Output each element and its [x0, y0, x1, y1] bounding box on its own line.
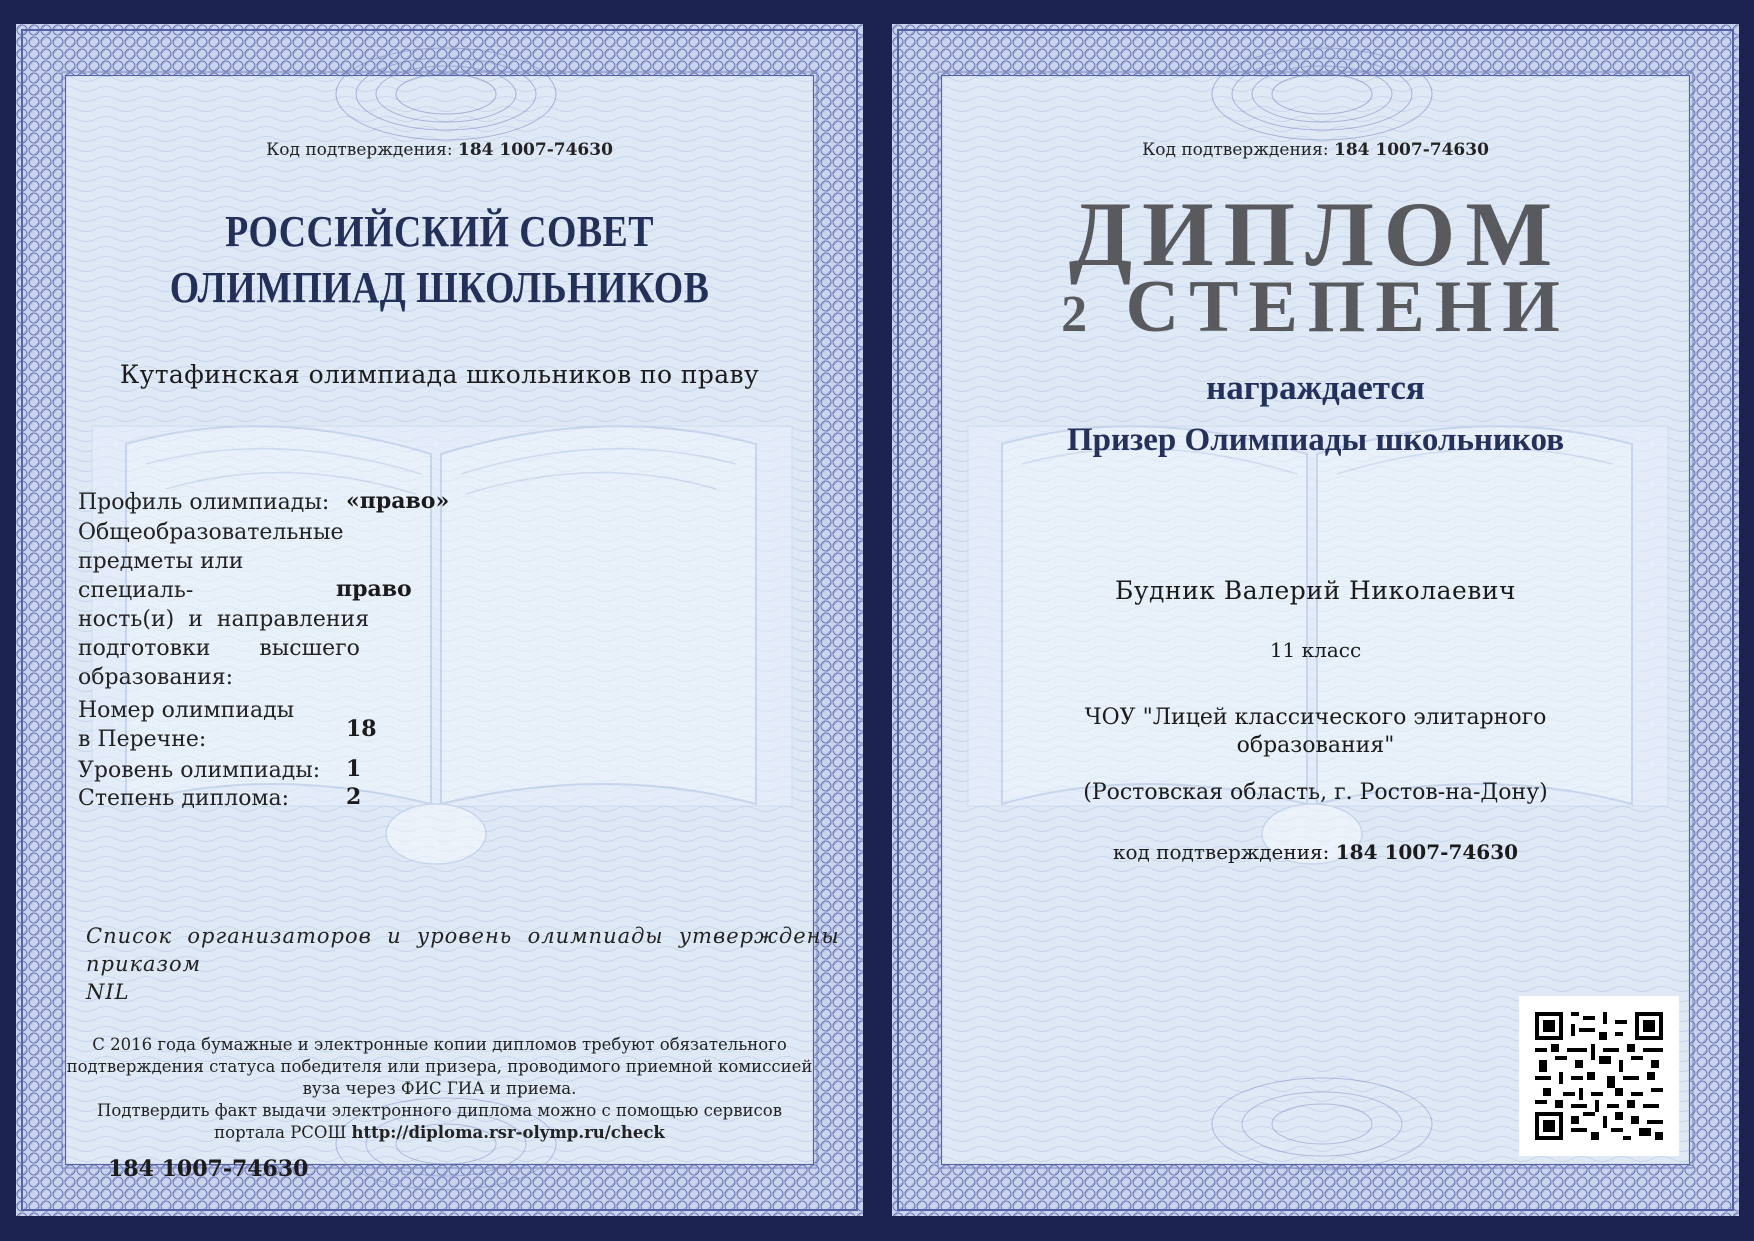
subjects-label-line: образования:: [78, 665, 234, 690]
verification-note: [46, 1034, 833, 1144]
confirmation-label: Код подтверждения:: [1142, 140, 1329, 160]
organizers-line: NIL: [86, 980, 130, 1004]
confirmation-code: 184 1007-74630: [1333, 140, 1489, 160]
subjects-label-line: предметы или специаль-: [78, 549, 244, 603]
list-number-value: 18: [346, 716, 377, 742]
subjects-value: право: [336, 576, 412, 602]
note-line: вуза через ФИС ГИА и приема.: [302, 1079, 577, 1098]
subjects-label: [78, 518, 370, 692]
note-portal-line: [46, 1122, 833, 1144]
level-value: 1: [346, 756, 362, 782]
subjects-label-line: ность(и) и направления: [78, 607, 370, 632]
note-line: подтверждения статуса победителя или призера, проводимого приемной комиссией: [66, 1057, 813, 1076]
note-line: С 2016 года бумажные и электронные копии дипломов требуют обязательного: [92, 1035, 787, 1054]
recipient-name: Будник Валерий Николаевич: [1114, 576, 1517, 605]
degree-word: СТЕПЕНИ: [1125, 266, 1570, 348]
bottom-confirmation-line: [892, 840, 1739, 864]
confirmation-code-line: [892, 140, 1739, 160]
degree-label: Степень диплома:: [78, 786, 290, 811]
bottom-code-value: 184 1007-74630: [1335, 840, 1519, 864]
subjects-label-line: подготовки высшего: [78, 636, 360, 661]
portal-link[interactable]: http://diploma.rsr-olymp.ru/check: [351, 1123, 665, 1142]
confirmation-code: 184 1007-74630: [457, 140, 613, 160]
degree-digit: 2: [1061, 286, 1098, 343]
subjects-label-line: Общеобразовательные: [78, 520, 344, 545]
olympiad-name: Кутафинская олимпиада школьников по праву: [119, 360, 760, 389]
list-number-label: [78, 696, 338, 754]
note-line: Подтвердить факт выдачи электронного диплома можно с помощью сервисов: [97, 1101, 782, 1120]
organizers-note: [86, 922, 840, 1006]
bottom-code: 184 1007-74630: [108, 1156, 309, 1182]
school-name: [892, 704, 1739, 760]
council-title-line2: ОЛИМПИАД ШКОЛЬНИКОВ: [169, 263, 710, 312]
confirmation-label: Код подтверждения:: [266, 140, 453, 160]
council-title-line1: РОССИЙСКИЙ СОВЕТ: [225, 207, 654, 256]
council-title: [75, 204, 803, 316]
degree-title: [892, 266, 1739, 348]
profile-label: Профиль олимпиады:: [78, 490, 330, 515]
confirmation-code-line: [16, 140, 863, 160]
profile-value: «право»: [346, 488, 450, 514]
degree-value: 2: [346, 784, 362, 810]
school-line: ЧОУ "Лицей классического элитарного: [1084, 705, 1547, 730]
qr-code-icon: [1535, 1012, 1663, 1140]
qr-code: [1519, 996, 1679, 1156]
diploma-back-page: [16, 24, 863, 1216]
diploma-front-page: [892, 24, 1739, 1216]
note-portal-prefix: портала РСОШ: [214, 1123, 347, 1142]
organizers-line: приказом: [86, 952, 202, 976]
list-number-label-line: Номер олимпиады: [78, 698, 295, 723]
school-line: образования": [1236, 733, 1395, 758]
organizers-line: Список организаторов и уровень олимпиады утверждены: [86, 924, 840, 948]
diploma-title: ДИПЛОМ: [1068, 183, 1563, 285]
list-number-label-line: в Перечне:: [78, 727, 207, 752]
grade: 11 класс: [1269, 638, 1362, 662]
bottom-code-label: код подтверждения:: [1112, 840, 1330, 864]
region: (Ростовская область, г. Ростов-на-Дону): [1083, 780, 1548, 805]
level-label: Уровень олимпиады:: [78, 758, 321, 783]
awarded-text: награждается: [1206, 368, 1425, 407]
award-title: Призер Олимпиады школьников: [1066, 422, 1565, 458]
